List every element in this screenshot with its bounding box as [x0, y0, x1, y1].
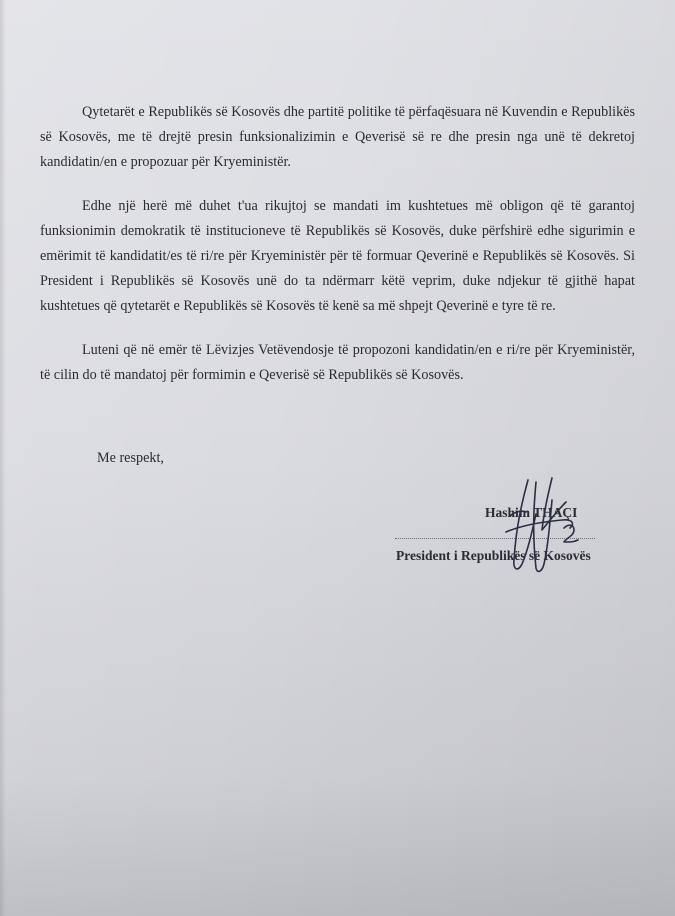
- paragraph-3: Luteni që në emër të Lëvizjes Vetëvendosje të propozoni kandidatin/en e ri/re për Kryeministër, të cilin do të mandatoj për formimin e Qeverisë së Republikës së Kosovës.: [40, 341, 635, 383]
- page-edge-shadow: [0, 0, 6, 916]
- paragraph-2: Edhe një herë më duhet t'ua rikujtoj se mandati im kushtetues më obligon që të garantoj funksionimin demokratik të institucioneve të Republikës së Kosovës, duke përfshirë edhe sigurimin e emërimit të kandidatit/es të ri/re për Kryeministër për të formuar Qeverinë e Republikës së Kosovës. Si President i Republikës së Kosovës unë do ta ndërmarr këtë veprim, duke ndjekur të gjithë hapat kushtetues që qytetarët e Republikës së Kosovës të kenë sa më shpejt Qeverinë e tyre të re.: [40, 197, 635, 315]
- closing-greeting: Me respekt,: [97, 450, 164, 466]
- signer-name: Hashim THAÇI: [485, 505, 578, 520]
- paragraph-1: Qytetarët e Republikës së Kosovës dhe partitë politike të përfaqësuara në Kuvendin e Republikës së Kosovës, me të drejtë presin funksionalizimin e Qeverisë së re dhe presin nga unë të dekretoj kandidatin/en e propozuar për Kryeministër.: [40, 104, 635, 171]
- letter-body: [40, 100, 635, 406]
- signer-title: President i Republikës së Kosovës: [396, 548, 591, 563]
- page-bottom-shadow: [0, 776, 675, 916]
- handwritten-signature: [470, 472, 590, 582]
